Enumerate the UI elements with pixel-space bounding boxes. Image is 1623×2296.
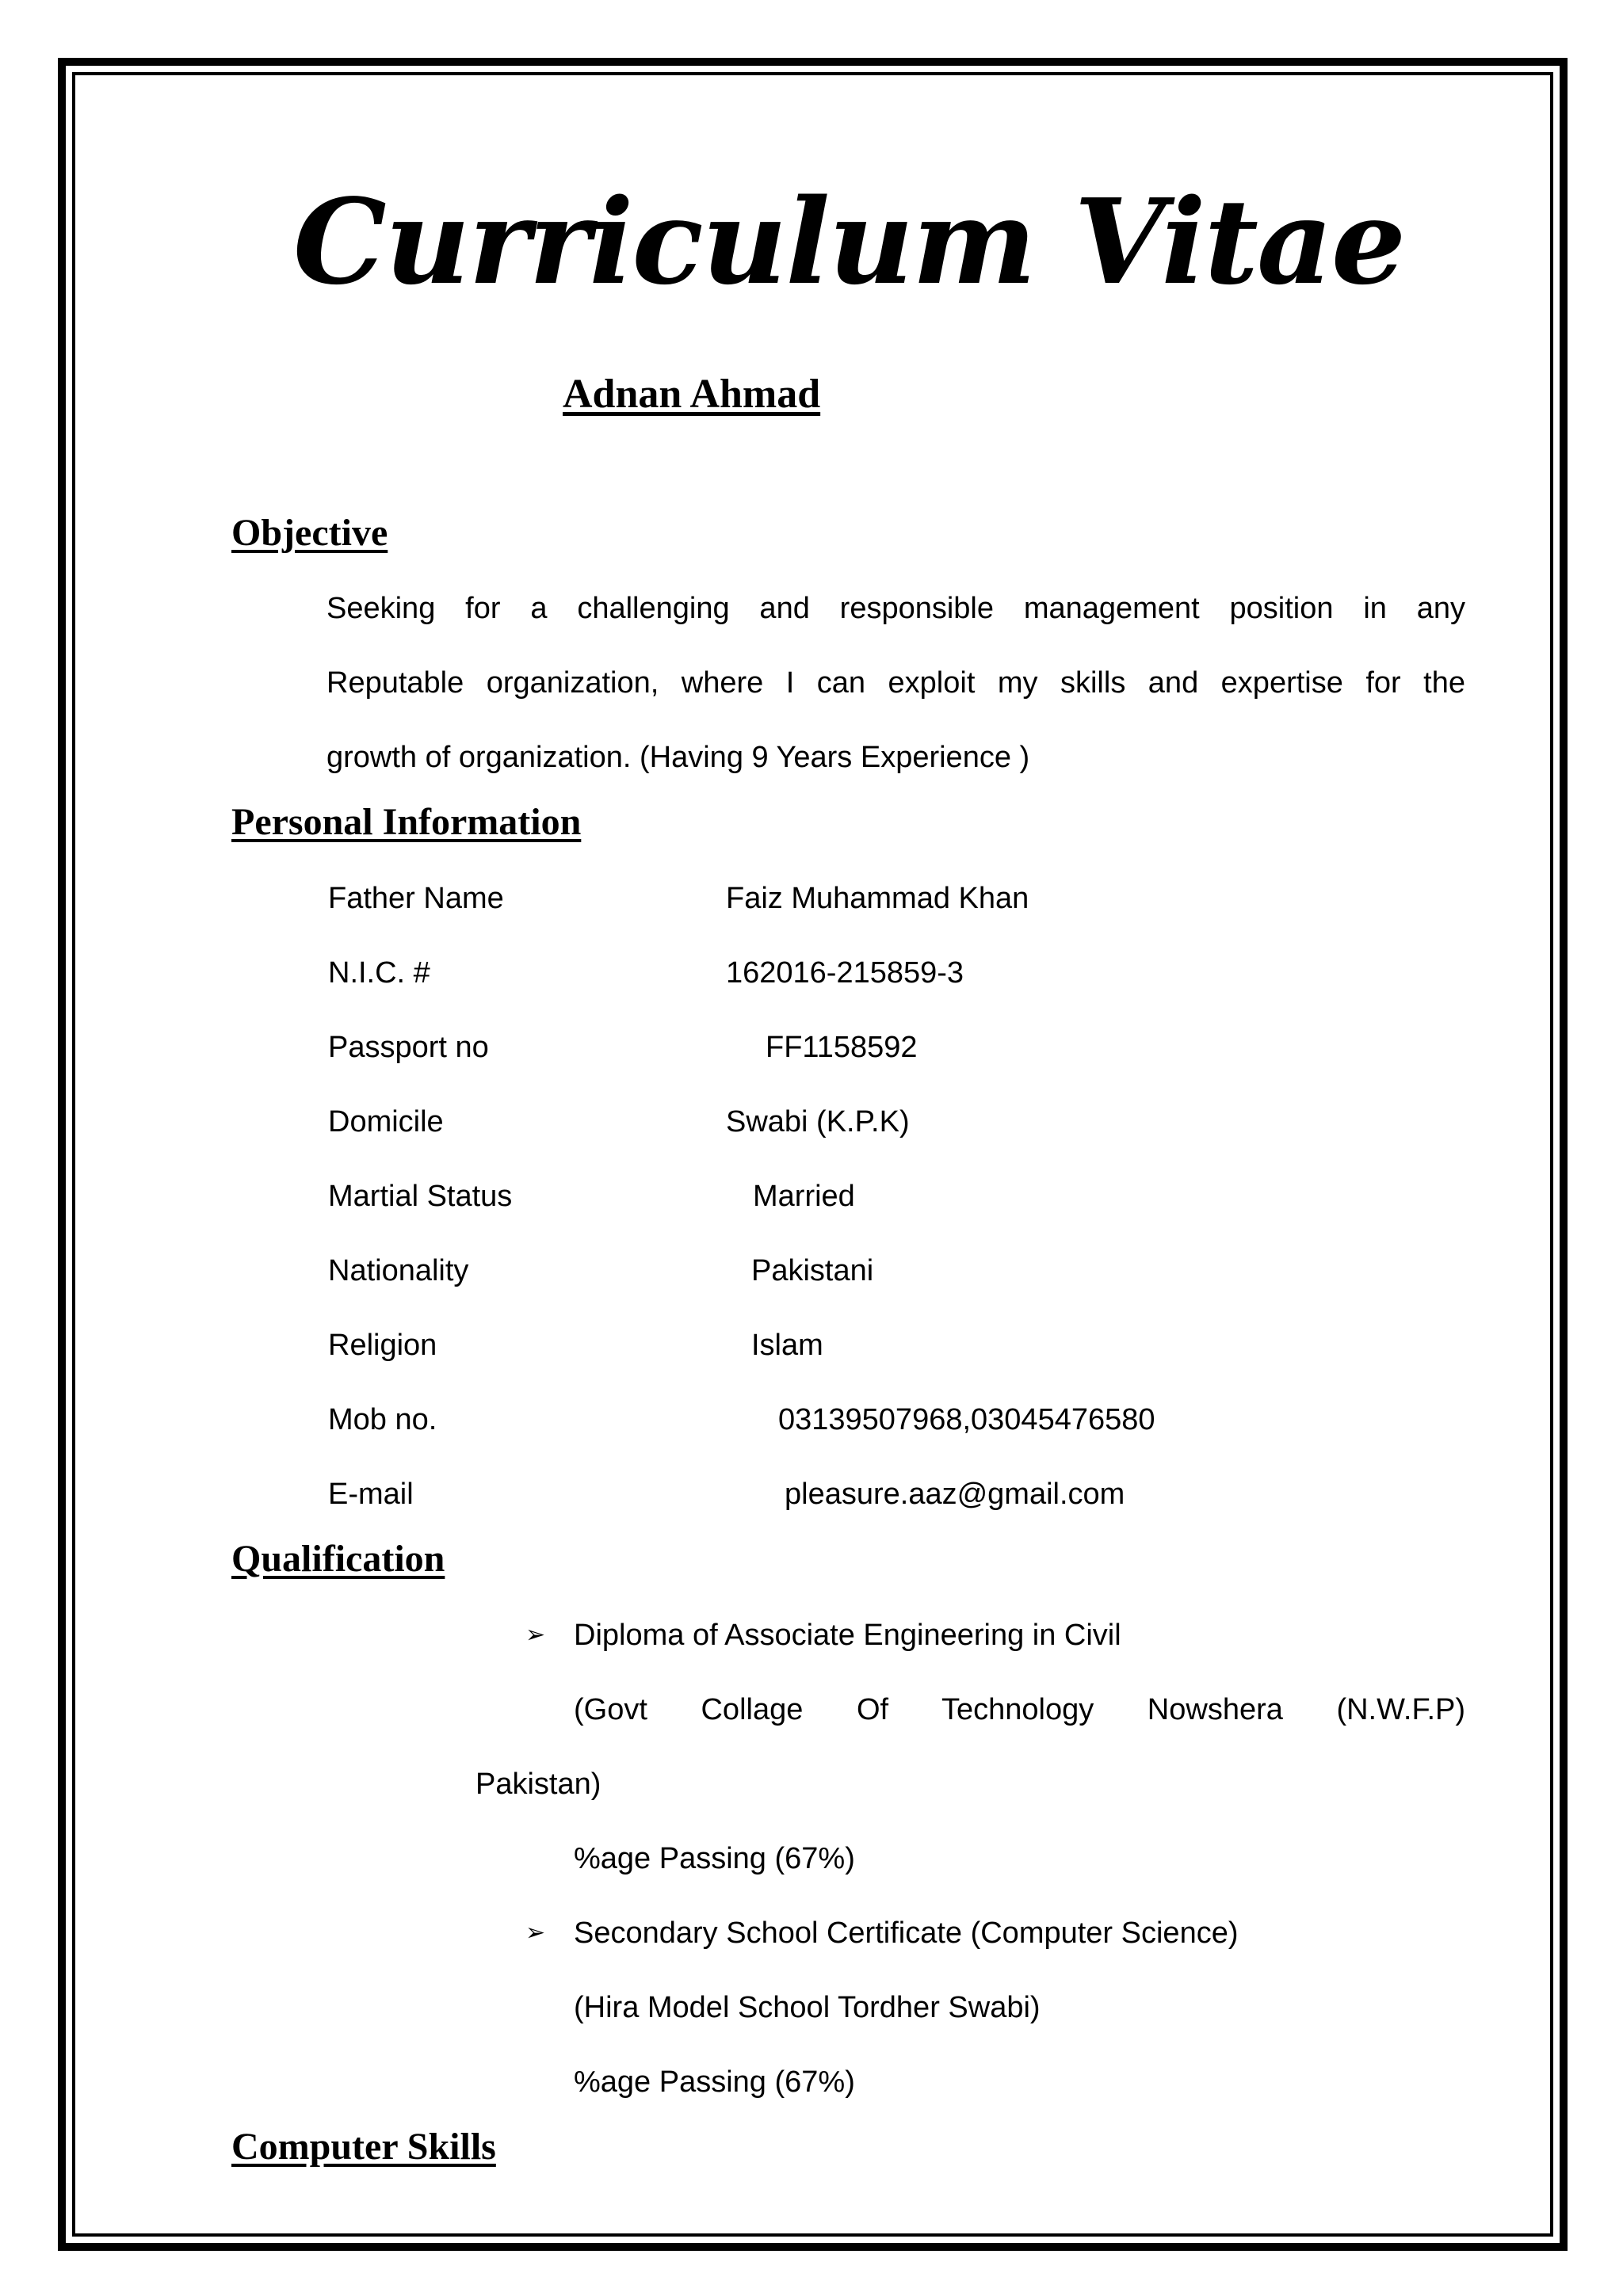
nic-value: 162016-215859-3 [726, 956, 964, 990]
qualification-1-title: Diploma of Associate Engineering in Civil [574, 1619, 1121, 1652]
father-name-value: Faiz Muhammad Khan [726, 882, 1029, 915]
nic-label: N.I.C. # [328, 956, 430, 990]
qualification-2-title: Secondary School Certificate (Computer Science) [574, 1917, 1239, 1950]
nationality-label: Nationality [328, 1254, 469, 1287]
religion-value: Islam [751, 1329, 823, 1362]
father-name-label: Father Name [328, 882, 504, 915]
objective-line-3: growth of organization. (Having 9 Years Experience ) [327, 741, 1030, 774]
passport-label: Passport no [328, 1031, 489, 1064]
qualification-heading: Qualification [231, 1538, 445, 1580]
marital-status-label: Martial Status [328, 1180, 513, 1213]
objective-line-2: Reputable organization, where I can exploit my skills and expertise for the [327, 666, 1465, 700]
objective-line-1: Seeking for a challenging and responsible management position in any [327, 592, 1465, 625]
domicile-value: Swabi (K.P.K) [726, 1105, 910, 1138]
domicile-label: Domicile [328, 1105, 444, 1138]
qualification-2-passing: %age Passing (67%) [574, 2065, 855, 2099]
marital-status-value: Married [753, 1180, 855, 1213]
qualification-1-institution-line-2: Pakistan) [475, 1768, 601, 1801]
religion-label: Religion [328, 1329, 437, 1362]
nationality-value: Pakistani [751, 1254, 874, 1287]
qualification-1-passing: %age Passing (67%) [574, 1842, 855, 1875]
qualification-1-institution-line-1: (Govt Collage Of Technology Nowshera (N.W.F.P) [574, 1693, 1465, 1726]
passport-value: FF1158592 [766, 1031, 918, 1064]
mobile-value: 03139507968,03045476580 [778, 1403, 1155, 1436]
objective-heading: Objective [231, 512, 388, 554]
candidate-name: Adnan Ahmad [563, 372, 821, 417]
bullet-arrow-icon: ➢ [525, 1919, 546, 1947]
mobile-label: Mob no. [328, 1403, 437, 1436]
bullet-arrow-icon: ➢ [525, 1621, 546, 1649]
email-value: pleasure.aaz@gmail.com [785, 1478, 1125, 1511]
computer-skills-heading: Computer Skills [231, 2126, 496, 2168]
personal-info-heading: Personal Information [231, 801, 582, 843]
email-label: E-mail [328, 1478, 414, 1511]
qualification-2-institution: (Hira Model School Tordher Swabi) [574, 1991, 1041, 2024]
document-title: Curriculum Vitae [293, 173, 1405, 311]
